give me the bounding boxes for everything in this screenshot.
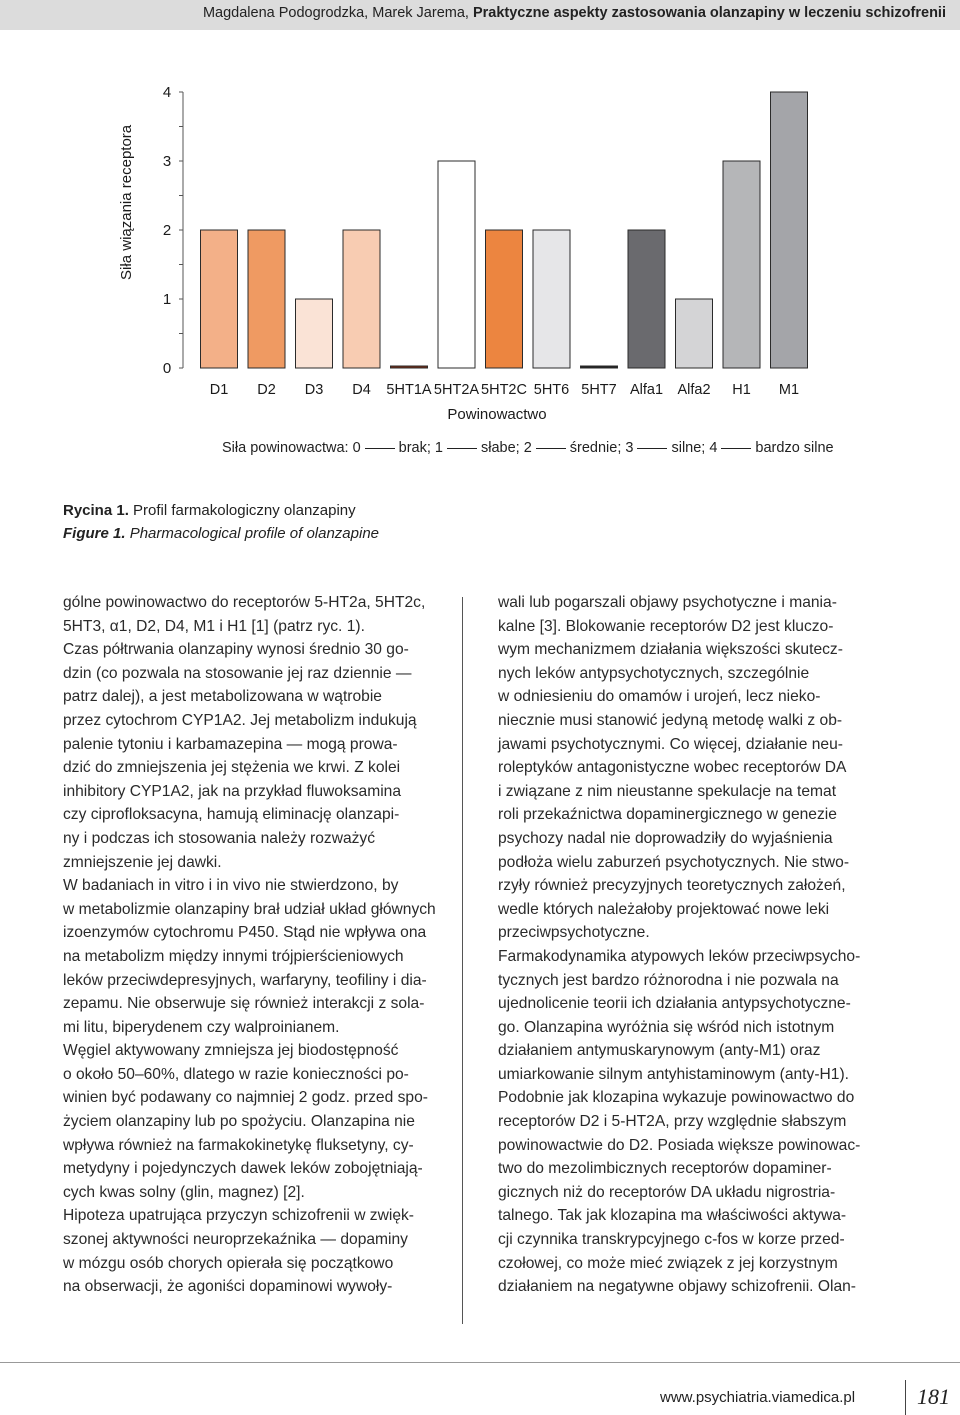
text-line: Czas półtrwania olanzapiny wynosi średnio 30 go- — [63, 641, 409, 659]
legend-item: silne; 4 — [671, 440, 718, 456]
x-tick-label: D2 — [257, 382, 276, 398]
x-tick-label: D4 — [352, 382, 371, 398]
bar-5ht6 — [533, 230, 570, 368]
footer-rule — [0, 1362, 960, 1363]
legend-item: średnie; 3 — [569, 440, 634, 456]
text-line: czy ciprofloksacyna, hamują eliminację olanzapi- — [63, 806, 400, 824]
text-line: w odniesieniu do omamów i urojeń, lecz nieko- — [498, 688, 821, 706]
text-line: Węgiel aktywowany zmniejsza jej biodostępność — [63, 1042, 399, 1060]
x-axis-label: Powinowactwo — [447, 406, 547, 423]
text-line: patrz dalej), a jest metabolizowana w wątrobie — [63, 688, 382, 706]
x-tick-label: H1 — [732, 382, 751, 398]
body-column-left — [63, 591, 448, 1299]
caption-pl-label: Rycina 1. — [63, 502, 129, 519]
y-tick-label: 1 — [162, 291, 172, 308]
text-line: Hipoteza upatrująca przyczyn schizofrenii w zwięk- — [63, 1207, 414, 1225]
legend-item: bardzo silne — [755, 440, 834, 456]
column-divider — [462, 597, 463, 1324]
text-line: gólne powinowactwo do receptorów 5-HT2a, 5HT2c, — [63, 594, 426, 611]
header-title: Praktyczne aspekty zastosowania olanzapiny w leczeniu schizofrenii — [472, 5, 946, 21]
page-number: 181 — [917, 1384, 950, 1409]
x-tick-label: D1 — [209, 382, 229, 398]
figure-caption-en — [63, 525, 379, 542]
bar-d3 — [296, 299, 333, 368]
x-tick-label: 5HT6 — [533, 382, 570, 398]
text-line: gicznych niż do receptorów DA układu nigrostria- — [498, 1183, 836, 1201]
text-line: wpływa również na farmakokinetykę fluksetyny, cy- — [63, 1136, 414, 1154]
bar-d4 — [343, 230, 380, 368]
text-line: na metabolizm między innymi trójpierścieniowych — [63, 947, 404, 965]
text-line: winien być podawany co najmniej 2 godz. przed spo- — [63, 1089, 428, 1107]
footer-separator — [905, 1380, 906, 1415]
text-line: w mózgu osób chorych opierała się początkowo — [63, 1254, 394, 1272]
x-tick-label: M1 — [778, 382, 800, 398]
text-line: psychozy nadal nie doprowadziły do wyjaśnienia — [498, 829, 833, 847]
bar-d1 — [201, 230, 238, 368]
legend-dash — [536, 448, 566, 449]
text-line: działaniem na negatywne objawy schizofrenii. Olan- — [498, 1278, 856, 1296]
caption-en-text: Pharmacological profile of olanzapine — [129, 525, 380, 542]
text-line: mi litu, biperydenem czy walproinianem. — [63, 1018, 340, 1036]
y-axis-label: Siła wiązania receptora — [118, 124, 135, 280]
text-line: go. Olanzapina wyróżnia się wśród nich istotnym — [498, 1018, 835, 1036]
text-line: leków przeciwdepresyjnych, warfaryny, teofiliny i dia- — [63, 971, 427, 989]
legend-dash — [365, 448, 395, 449]
legend-item: słabe; 2 — [480, 440, 532, 456]
caption-en-label: Figure 1. — [63, 525, 126, 542]
bar-5ht1a — [391, 366, 428, 368]
running-header-text — [203, 5, 946, 21]
text-line: Podobnie jak klozapina wykazuje powinowactwo do — [498, 1089, 855, 1107]
text-line: powinowactwie do D2. Posiada większe powinowac- — [498, 1136, 861, 1154]
text-line: umiarkowanie silnym antyhistaminowym (anty-H1). — [498, 1065, 849, 1083]
text-line: kalne [3]. Blokowanie receptorów D2 jest kluczo- — [498, 617, 834, 635]
text-line: palenie tytoniu i karbamazepina — mogą prowa- — [63, 735, 398, 753]
text-line: cji czynnika transkrypcyjnego c-fos w korze przed- — [498, 1231, 845, 1249]
bar-m1 — [771, 92, 808, 368]
text-line: 5HT3, α1, D2, D4, M1 i H1 [1] (patrz ryc. 1). — [63, 617, 365, 635]
legend-dash — [721, 448, 751, 449]
text-line: metydyny i pojedynczych dawek leków zobojętniają- — [63, 1160, 423, 1178]
text-line: ujednolicenie teorii ich działania antypsychotyczne- — [498, 995, 851, 1013]
bar-d2 — [248, 230, 285, 368]
x-tick-label: Alfa1 — [629, 382, 664, 398]
bar-h1 — [723, 161, 760, 368]
text-line: receptorów D2 i 5-HT2A, przy względnie słabszym — [498, 1113, 847, 1131]
legend-dash — [637, 448, 667, 449]
text-line: wym mechanizmem działania większości skutecz- — [498, 641, 843, 659]
chart-axes — [179, 92, 183, 368]
text-line: Farmakodynamika atypowych leków przeciwpsycho- — [498, 947, 861, 965]
affinity-legend — [222, 440, 834, 456]
text-line: wedle których należałoby projektować nowe leki — [498, 900, 830, 918]
text-line: w metabolizmie olanzapiny brał udział układ głównych — [63, 900, 436, 918]
text-line: działaniem antymuskarynowym (anty-M1) oraz — [498, 1042, 821, 1060]
text-line: przeciwpsychotyczne. — [498, 924, 650, 942]
text-line: i związane z nim nieustanne spekulacje na temat — [498, 782, 837, 800]
bar-5ht2a — [438, 161, 475, 368]
body-column-right — [498, 591, 868, 1299]
receptor-affinity-chart — [0, 40, 960, 435]
text-line: izoenzymów cytochromu P450. Stąd nie wpływa ona — [63, 924, 427, 942]
text-line: nych leków antypsychotycznych, szczególnie — [498, 664, 810, 682]
text-line: życiem olanzapiny lub po spożyciu. Olanzapina nie — [63, 1113, 415, 1131]
text-line: czołowej, co może mieć związek z jej korzystnym — [498, 1254, 838, 1272]
running-header — [0, 0, 960, 30]
bar-alfa1 — [628, 230, 665, 368]
x-tick-label: D3 — [304, 382, 324, 398]
caption-pl-text: Profil farmakologiczny olanzapiny — [133, 502, 356, 519]
text-line: two do mezolimbicznych receptorów dopaminer- — [498, 1160, 832, 1178]
text-line: zmniejszenie jej dawki. — [63, 853, 222, 871]
legend-dash — [447, 448, 477, 449]
text-line: dzić do zmniejszenia jej stężenia we krwi. Z kolei — [63, 759, 401, 777]
text-line: W badaniach in vitro i in vivo nie stwierdzono, by — [63, 877, 399, 895]
y-tick-label: 2 — [162, 222, 172, 239]
text-line: zepamu. Nie obserwuje się również interakcji z sola- — [63, 995, 425, 1013]
figure-caption-pl — [63, 502, 356, 519]
text-line: wali lub pogarszali objawy psychotyczne i mania- — [498, 594, 837, 611]
text-line: szonej aktywności neuroprzekaźnika — dopaminy — [63, 1231, 408, 1249]
chart-bars — [201, 92, 808, 368]
x-tick-label: 5HT7 — [581, 382, 617, 398]
text-line: ny i podczas ich stosowania należy rozważyć — [63, 829, 376, 847]
bar-alfa2 — [676, 299, 713, 368]
legend-item: brak; 1 — [398, 440, 443, 456]
text-line: roleptyków antagonistyczne wobec receptorów DA — [498, 759, 847, 777]
bar-5ht7 — [581, 366, 618, 368]
text-line: inhibitory CYP1A2, jak na przykład fluwoksamina — [63, 782, 402, 800]
text-line: podłoża wielu zaburzeń psychotycznych. Nie stwo- — [498, 853, 850, 871]
x-tick-label: 5HT2A — [433, 382, 480, 398]
text-line: niecznie musi stanowić jedyną metodę walki z ob- — [498, 711, 843, 729]
y-tick-label: 0 — [162, 360, 172, 377]
footer-url: www.psychiatria.viamedica.pl — [660, 1389, 856, 1406]
text-line: tycznych jest bardzo różnorodna i nie pozwala na — [498, 971, 839, 989]
header-authors: Magdalena Podogrodzka, Marek Jarema, — [202, 5, 469, 21]
x-tick-label: 5HT1A — [386, 382, 432, 398]
text-line: talnego. Tak jak klozapina ma właściwości aktywa- — [498, 1207, 847, 1225]
x-tick-label: 5HT2C — [481, 382, 527, 398]
legend-prefix: Siła powinowactwa: 0 — [222, 440, 361, 456]
text-line: roli przekaźnictwa dopaminergicznego w genezie — [498, 806, 837, 824]
text-line: o około 50–60%, dlatego w razie konieczności po- — [63, 1065, 409, 1083]
text-line: cych kwas solny (glin, magnez) [2]. — [63, 1183, 305, 1201]
text-line: przez cytochrom CYP1A2. Jej metabolizm indukują — [63, 711, 417, 729]
x-tick-label: Alfa2 — [677, 382, 711, 398]
bar-5ht2c — [486, 230, 523, 368]
y-tick-label: 3 — [162, 153, 172, 170]
text-line: rzyły również precyzyjnych teoretycznych założeń, — [498, 877, 846, 895]
y-tick-label: 4 — [162, 84, 172, 101]
text-line: na obserwacji, że agoniści dopaminowi wywoły- — [63, 1278, 393, 1296]
text-line: dzin (co pozwala na stosowanie jej raz dziennie — — [63, 664, 412, 682]
text-line: jawami psychotycznymi. Co więcej, działanie neu- — [498, 735, 843, 753]
